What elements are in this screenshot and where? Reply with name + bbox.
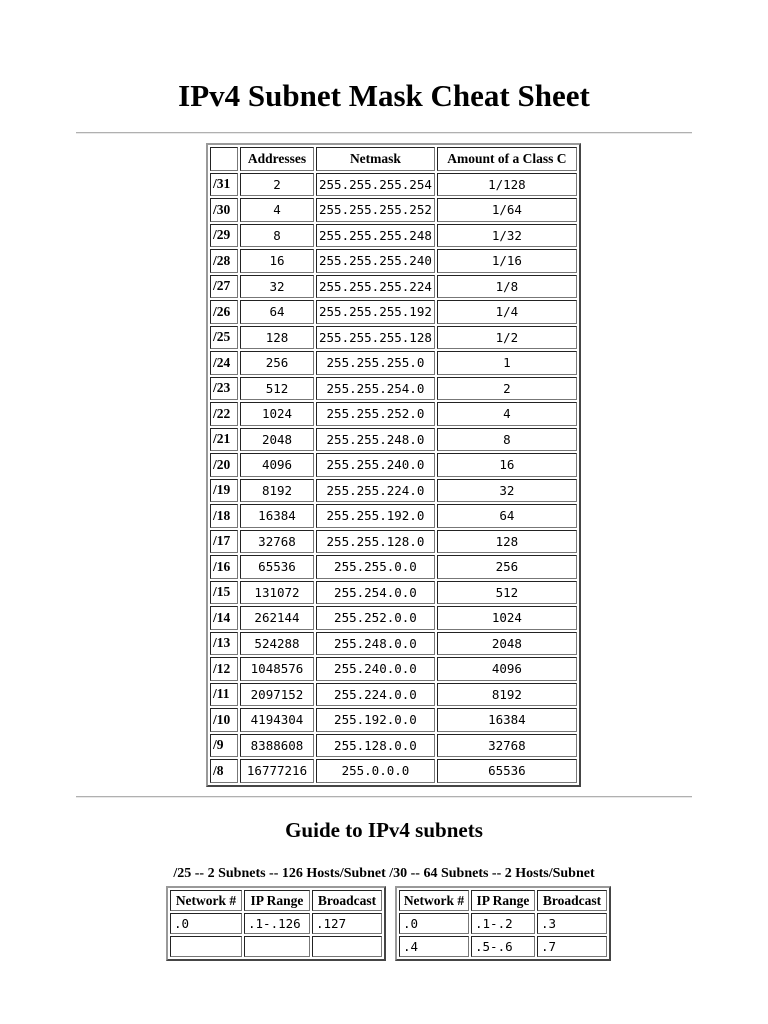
table-row bbox=[210, 734, 577, 758]
table-row bbox=[210, 708, 577, 732]
addresses-cell: 1024 bbox=[240, 402, 314, 426]
netmask-cell: 255.255.255.254 bbox=[316, 173, 435, 197]
cidr-cell: /20 bbox=[210, 453, 238, 477]
netmask-cell: 255.240.0.0 bbox=[316, 657, 435, 681]
header-addresses: Addresses bbox=[240, 147, 314, 171]
page-title: IPv4 Subnet Mask Cheat Sheet bbox=[178, 78, 590, 113]
table-row bbox=[210, 632, 577, 656]
addresses-cell: 131072 bbox=[240, 581, 314, 605]
table-row bbox=[210, 453, 577, 477]
netmask-cell: 255.255.254.0 bbox=[316, 377, 435, 401]
netmask-cell: 255.0.0.0 bbox=[316, 759, 435, 783]
guide-subheading: /25 -- 2 Subnets -- 126 Hosts/Subnet /30 -- 64 Subnets -- 2 Hosts/Subnet bbox=[173, 866, 595, 881]
table-row bbox=[210, 249, 577, 273]
table-row bbox=[210, 530, 577, 554]
amount-cell: 4096 bbox=[437, 657, 577, 681]
table-row bbox=[399, 936, 607, 957]
ip-range-cell: .5-.6 bbox=[471, 936, 535, 957]
netmask-cell: 255.255.255.248 bbox=[316, 224, 435, 248]
addresses-cell: 256 bbox=[240, 351, 314, 375]
table-row bbox=[210, 555, 577, 579]
table-row bbox=[210, 275, 577, 299]
amount-cell: 16384 bbox=[437, 708, 577, 732]
addresses-cell: 262144 bbox=[240, 606, 314, 630]
netmask-cell: 255.255.255.252 bbox=[316, 198, 435, 222]
table-row bbox=[170, 913, 382, 934]
cidr-cell: /21 bbox=[210, 428, 238, 452]
guide-header-broadcast: Broadcast bbox=[312, 890, 382, 911]
amount-cell: 1/4 bbox=[437, 300, 577, 324]
netmask-cell: 255.254.0.0 bbox=[316, 581, 435, 605]
broadcast-cell bbox=[312, 936, 382, 957]
guide-title: Guide to IPv4 subnets bbox=[285, 818, 483, 842]
netmask-cell: 255.252.0.0 bbox=[316, 606, 435, 630]
cidr-cell: /26 bbox=[210, 300, 238, 324]
amount-cell: 2 bbox=[437, 377, 577, 401]
amount-cell: 65536 bbox=[437, 759, 577, 783]
netmask-cell: 255.224.0.0 bbox=[316, 683, 435, 707]
amount-cell: 2048 bbox=[437, 632, 577, 656]
broadcast-cell: .127 bbox=[312, 913, 382, 934]
cidr-cell: /8 bbox=[210, 759, 238, 783]
cidr-cell: /22 bbox=[210, 402, 238, 426]
addresses-cell: 512 bbox=[240, 377, 314, 401]
amount-cell: 32 bbox=[437, 479, 577, 503]
subnet-table-body bbox=[210, 173, 577, 783]
ip-range-cell bbox=[244, 936, 310, 957]
table-row bbox=[210, 479, 577, 503]
netmask-cell: 255.255.192.0 bbox=[316, 504, 435, 528]
cidr-cell: /11 bbox=[210, 683, 238, 707]
netmask-cell: 255.255.248.0 bbox=[316, 428, 435, 452]
amount-cell: 1/8 bbox=[437, 275, 577, 299]
amount-cell: 1/128 bbox=[437, 173, 577, 197]
cidr-cell: /10 bbox=[210, 708, 238, 732]
table-row bbox=[210, 173, 577, 197]
guide-header-row bbox=[170, 890, 382, 911]
middle-divider bbox=[76, 796, 692, 798]
cidr-cell: /15 bbox=[210, 581, 238, 605]
cidr-cell: /31 bbox=[210, 173, 238, 197]
amount-cell: 1024 bbox=[437, 606, 577, 630]
amount-cell: 256 bbox=[437, 555, 577, 579]
ip-range-cell: .1-.2 bbox=[471, 913, 535, 934]
addresses-cell: 16384 bbox=[240, 504, 314, 528]
network-cell: .4 bbox=[399, 936, 469, 957]
table-row bbox=[210, 224, 577, 248]
cidr-cell: /12 bbox=[210, 657, 238, 681]
amount-cell: 32768 bbox=[437, 734, 577, 758]
cidr-cell: /27 bbox=[210, 275, 238, 299]
amount-cell: 4 bbox=[437, 402, 577, 426]
addresses-cell: 65536 bbox=[240, 555, 314, 579]
cidr-cell: /9 bbox=[210, 734, 238, 758]
header-amount-class-c: Amount of a Class C bbox=[437, 147, 577, 171]
table-row bbox=[170, 936, 382, 957]
guide-table-25 bbox=[166, 886, 386, 961]
amount-cell: 8 bbox=[437, 428, 577, 452]
addresses-cell: 4096 bbox=[240, 453, 314, 477]
netmask-cell: 255.255.252.0 bbox=[316, 402, 435, 426]
netmask-cell: 255.128.0.0 bbox=[316, 734, 435, 758]
amount-cell: 16 bbox=[437, 453, 577, 477]
addresses-cell: 32 bbox=[240, 275, 314, 299]
table-row bbox=[210, 402, 577, 426]
netmask-cell: 255.255.255.192 bbox=[316, 300, 435, 324]
table-row bbox=[210, 683, 577, 707]
guide-header-network: Network # bbox=[170, 890, 242, 911]
table-row bbox=[210, 377, 577, 401]
addresses-cell: 4194304 bbox=[240, 708, 314, 732]
table-row bbox=[210, 300, 577, 324]
amount-cell: 128 bbox=[437, 530, 577, 554]
addresses-cell: 32768 bbox=[240, 530, 314, 554]
cidr-cell: /24 bbox=[210, 351, 238, 375]
ip-range-cell: .1-.126 bbox=[244, 913, 310, 934]
cidr-cell: /29 bbox=[210, 224, 238, 248]
addresses-cell: 8388608 bbox=[240, 734, 314, 758]
table-row bbox=[210, 657, 577, 681]
guide-header-row bbox=[399, 890, 607, 911]
netmask-cell: 255.255.0.0 bbox=[316, 555, 435, 579]
table-row bbox=[399, 913, 607, 934]
netmask-cell: 255.255.240.0 bbox=[316, 453, 435, 477]
netmask-cell: 255.255.128.0 bbox=[316, 530, 435, 554]
table-row bbox=[210, 504, 577, 528]
netmask-cell: 255.255.224.0 bbox=[316, 479, 435, 503]
subnet-cheat-sheet-table bbox=[206, 143, 581, 787]
network-cell: .0 bbox=[399, 913, 469, 934]
cidr-cell: /28 bbox=[210, 249, 238, 273]
netmask-cell: 255.255.255.224 bbox=[316, 275, 435, 299]
cidr-cell: /19 bbox=[210, 479, 238, 503]
addresses-cell: 524288 bbox=[240, 632, 314, 656]
broadcast-cell: .3 bbox=[537, 913, 607, 934]
addresses-cell: 128 bbox=[240, 326, 314, 350]
addresses-cell: 16777216 bbox=[240, 759, 314, 783]
amount-cell: 1/32 bbox=[437, 224, 577, 248]
netmask-cell: 255.255.255.128 bbox=[316, 326, 435, 350]
netmask-cell: 255.255.255.0 bbox=[316, 351, 435, 375]
amount-cell: 512 bbox=[437, 581, 577, 605]
addresses-cell: 8192 bbox=[240, 479, 314, 503]
amount-cell: 1/16 bbox=[437, 249, 577, 273]
table-row bbox=[210, 581, 577, 605]
amount-cell: 1 bbox=[437, 351, 577, 375]
table-row bbox=[210, 428, 577, 452]
cidr-cell: /25 bbox=[210, 326, 238, 350]
cidr-cell: /30 bbox=[210, 198, 238, 222]
cidr-cell: /16 bbox=[210, 555, 238, 579]
header-cidr bbox=[210, 147, 238, 171]
table-row bbox=[210, 759, 577, 783]
cidr-cell: /23 bbox=[210, 377, 238, 401]
addresses-cell: 2 bbox=[240, 173, 314, 197]
cidr-cell: /18 bbox=[210, 504, 238, 528]
netmask-cell: 255.192.0.0 bbox=[316, 708, 435, 732]
network-cell: .0 bbox=[170, 913, 242, 934]
addresses-cell: 16 bbox=[240, 249, 314, 273]
table-row bbox=[210, 198, 577, 222]
broadcast-cell: .7 bbox=[537, 936, 607, 957]
addresses-cell: 1048576 bbox=[240, 657, 314, 681]
cidr-cell: /17 bbox=[210, 530, 238, 554]
amount-cell: 64 bbox=[437, 504, 577, 528]
guide-header-ip-range: IP Range bbox=[471, 890, 535, 911]
network-cell bbox=[170, 936, 242, 957]
amount-cell: 1/64 bbox=[437, 198, 577, 222]
netmask-cell: 255.255.255.240 bbox=[316, 249, 435, 273]
amount-cell: 8192 bbox=[437, 683, 577, 707]
addresses-cell: 2097152 bbox=[240, 683, 314, 707]
guide-table-30 bbox=[395, 886, 611, 961]
cidr-cell: /13 bbox=[210, 632, 238, 656]
netmask-cell: 255.248.0.0 bbox=[316, 632, 435, 656]
addresses-cell: 64 bbox=[240, 300, 314, 324]
table-row bbox=[210, 326, 577, 350]
addresses-cell: 8 bbox=[240, 224, 314, 248]
header-netmask: Netmask bbox=[316, 147, 435, 171]
table-row bbox=[210, 606, 577, 630]
guide-header-broadcast: Broadcast bbox=[537, 890, 607, 911]
amount-cell: 1/2 bbox=[437, 326, 577, 350]
table-header-row bbox=[210, 147, 577, 171]
cidr-cell: /14 bbox=[210, 606, 238, 630]
guide-header-network: Network # bbox=[399, 890, 469, 911]
top-divider bbox=[76, 132, 692, 134]
guide-header-ip-range: IP Range bbox=[244, 890, 310, 911]
addresses-cell: 2048 bbox=[240, 428, 314, 452]
addresses-cell: 4 bbox=[240, 198, 314, 222]
table-row bbox=[210, 351, 577, 375]
